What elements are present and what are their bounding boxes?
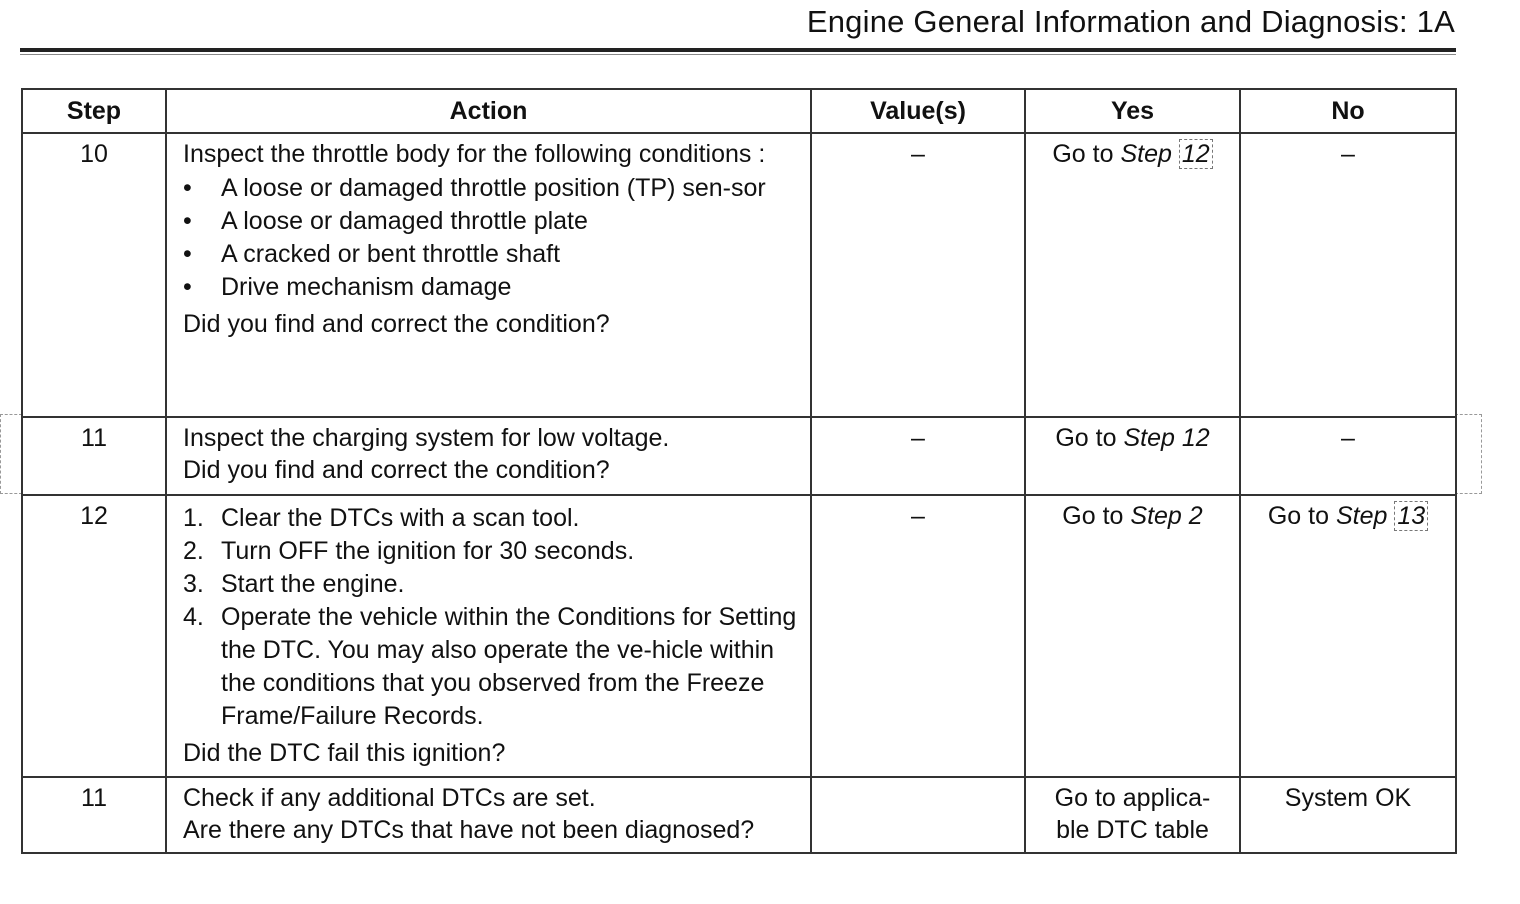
no-text: System OK (1284, 784, 1412, 812)
step-link[interactable]: Step 12 (1123, 424, 1210, 452)
no-text: – (1341, 140, 1355, 168)
action-question: Did you find and correct the condition? (183, 310, 610, 338)
list-item-text: Turn OFF the ignition for 30 seconds. (221, 537, 635, 565)
step-cell (22, 495, 166, 777)
value-cell (811, 133, 1025, 417)
list-item (183, 172, 800, 205)
bullet-marker: • (183, 207, 192, 235)
condition-list (183, 172, 800, 304)
list-item-text: A loose or damaged throttle plate (221, 207, 588, 235)
table-header-row (22, 89, 1456, 133)
step-number: 12 (80, 502, 108, 530)
yes-cell (1025, 133, 1240, 417)
list-item (183, 535, 800, 568)
value-cell (811, 417, 1025, 495)
col-header-values: Value(s) (811, 89, 1025, 133)
value-text (812, 778, 1024, 782)
action-cell (166, 417, 811, 495)
value-text: – (911, 502, 925, 530)
action-intro: Check if any additional DTCs are set. (183, 784, 596, 812)
step-link-number[interactable]: 12 (1179, 139, 1213, 169)
bullet-marker: • (183, 273, 192, 301)
no-text: – (1341, 424, 1355, 452)
list-item-text: Drive mechanism damage (221, 273, 512, 301)
list-item (183, 568, 800, 601)
header-rule-thin (20, 54, 1456, 55)
col-header-step: Step (22, 89, 166, 133)
list-item (183, 502, 800, 535)
yes-prefix: Go to (1052, 140, 1114, 168)
step-number: 11 (81, 784, 107, 812)
no-cell (1240, 777, 1456, 853)
table-row (22, 417, 1456, 495)
bullet-marker: • (183, 174, 192, 202)
list-item-text: Clear the DTCs with a scan tool. (221, 504, 580, 532)
row-highlight-left (0, 414, 22, 494)
step-cell (22, 417, 166, 495)
list-number: 2. (183, 537, 204, 565)
list-item (183, 601, 800, 733)
no-cell (1240, 417, 1456, 495)
table-row (22, 495, 1456, 777)
step-link[interactable]: Step 13 (1336, 501, 1428, 531)
list-number: 3. (183, 570, 204, 598)
action-intro: Inspect the charging system for low voltage. (183, 424, 670, 452)
value-cell (811, 777, 1025, 853)
col-header-action: Action (166, 89, 811, 133)
header-rule (20, 48, 1456, 52)
yes-text: Go to applica-ble DTC table (1054, 784, 1211, 844)
list-item (183, 238, 800, 271)
list-number: 4. (183, 603, 204, 631)
list-item (183, 205, 800, 238)
action-cell (166, 495, 811, 777)
list-item-text: A cracked or bent throttle shaft (221, 240, 561, 268)
col-header-no: No (1240, 89, 1456, 133)
yes-cell (1025, 417, 1240, 495)
value-text: – (911, 140, 925, 168)
row-highlight-right (1455, 414, 1482, 494)
step-cell (22, 777, 166, 853)
step-number: 10 (80, 140, 108, 168)
page-header: Engine General Information and Diagnosis: 1A (806, 4, 1455, 39)
yes-cell (1025, 777, 1240, 853)
no-cell (1240, 495, 1456, 777)
bullet-marker: • (183, 240, 192, 268)
action-intro: Inspect the throttle body for the following conditions : (183, 140, 766, 168)
value-cell (811, 495, 1025, 777)
no-prefix: Go to (1267, 502, 1329, 530)
action-question: Are there any DTCs that have not been diagnosed? (183, 816, 755, 844)
diagnostic-table (21, 88, 1457, 854)
col-header-yes: Yes (1025, 89, 1240, 133)
step-cell (22, 133, 166, 417)
yes-prefix: Go to (1062, 502, 1124, 530)
yes-cell (1025, 495, 1240, 777)
value-text: – (911, 424, 925, 452)
procedure-list (183, 502, 800, 733)
action-question: Did you find and correct the condition? (183, 456, 610, 484)
list-item-text: Operate the vehicle within the Conditions for Setting the DTC. You may also operate the ve-hicle within the conditions that you observed from the Freeze Frame/Failure Records. (221, 603, 797, 730)
action-cell (166, 133, 811, 417)
step-link-number[interactable]: 13 (1394, 501, 1428, 531)
list-number: 1. (183, 504, 204, 532)
list-item-text: Start the engine. (221, 570, 405, 598)
action-question: Did the DTC fail this ignition? (183, 739, 506, 767)
step-number: 11 (81, 424, 107, 452)
list-item (183, 271, 800, 304)
table-row (22, 777, 1456, 853)
no-cell (1240, 133, 1456, 417)
table-row (22, 133, 1456, 417)
step-link[interactable]: Step 2 (1130, 502, 1203, 530)
step-link[interactable]: Step 12 (1120, 139, 1212, 169)
yes-prefix: Go to (1055, 424, 1117, 452)
action-cell (166, 777, 811, 853)
list-item-text: A loose or damaged throttle position (TP) sen-sor (221, 174, 766, 202)
